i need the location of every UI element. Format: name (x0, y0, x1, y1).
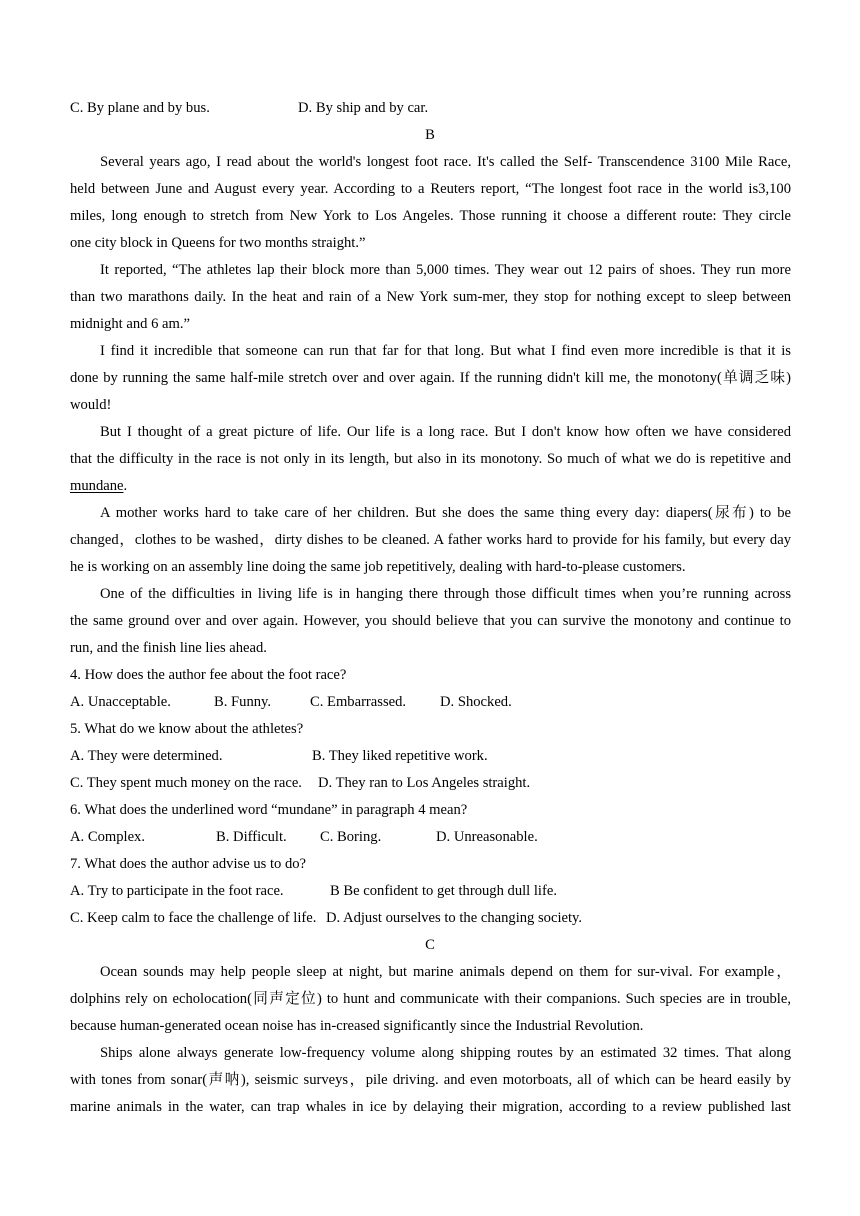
question-5-option-d: D. They ran to Los Angeles straight. (318, 775, 531, 791)
question-5-option-b: B. They liked repetitive work. (312, 748, 488, 764)
question-7-option-d: D. Adjust ourselves to the changing society. (326, 910, 583, 926)
paragraph-line: that the difficulty in the race is not only in its length, but also in its monotony. So much of what we do is repetitive and (70, 451, 791, 467)
passage-a-option-c: C. By plane and by bus. (70, 100, 210, 116)
question-4-option-d: D. Shocked. (440, 694, 512, 710)
paragraph-line: because human-generated ocean noise has in-creased significantly since the Industrial Revolution. (70, 1018, 644, 1034)
paragraph-line: than two marathons daily. In the heat and rain of a New York sum-mer, they stop for nothing except to sleep between (70, 289, 791, 305)
paragraph-line: changed，clothes to be washed，dirty dishes to be cleaned. A father works hard to provide for his family, but every day (70, 532, 791, 548)
question-7-option-b: B Be confident to get through dull life. (330, 883, 557, 899)
paragraph-line: would! (70, 397, 112, 413)
paragraph-line: run, and the finish line lies ahead. (70, 640, 267, 656)
paragraph-line: Several years ago, I read about the world's longest foot race. It's called the Self- Transcendence 3100 Mile Race, (100, 154, 791, 170)
question-4-option-a: A. Unacceptable. (70, 694, 171, 710)
paragraph-line: Ships alone always generate low-frequency volume along shipping routes by an estimated 32 times. That along (100, 1045, 791, 1061)
paragraph-line (70, 473, 127, 500)
paragraph-line: the same ground over and over again. However, you should believe that you can survive the monotony and continue to (70, 613, 791, 629)
question-6-option-c: C. Boring. (320, 829, 382, 845)
passage-a-option-d: D. By ship and by car. (298, 100, 429, 116)
paragraph-line: marine animals in the water, can trap whales in ice by delaying their migration, according to a review published last (70, 1099, 791, 1115)
paragraph-line: Ocean sounds may help people sleep at night, but marine animals depend on them for sur-vival. For example， (100, 964, 791, 980)
section-b-heading: B (425, 127, 435, 143)
question-5-stem: 5. What do we know about the athletes? (70, 721, 304, 737)
paragraph-line: done by running the same half-mile stretch over and over again. If the running didn't kill me, the monotony(单调乏味) (70, 370, 791, 386)
paragraph-line: held between June and August every year. According to a Reuters report, “The longest foot race in the world is3,100 (70, 181, 791, 197)
section-c-heading: C (425, 937, 435, 953)
paragraph-line: one city block in Queens for two months straight.” (70, 235, 366, 251)
paragraph-line: miles, long enough to stretch from New York to Los Angeles. Those running it choose a different route: They circle (70, 208, 791, 224)
paragraph-line: dolphins rely on echolocation(同声定位) to hunt and communicate with their companions. Such species are in trouble, (70, 991, 791, 1007)
question-6-option-a: A. Complex. (70, 829, 145, 845)
paragraph-line: midnight and 6 am.” (70, 316, 190, 332)
paragraph-line: he is working on an assembly line doing the same job repetitively, dealing with hard-to-please customers. (70, 559, 686, 575)
sentence-end: . (123, 478, 128, 494)
question-5-option-c: C. They spent much money on the race. (70, 775, 302, 791)
paragraph-line: A mother works hard to take care of her children. But she does the same thing every day: diapers(尿布) to be (100, 505, 791, 521)
paragraph-line: One of the difficulties in living life is in hanging there through those difficult times when you’re running across (100, 586, 791, 602)
question-7-stem: 7. What does the author advise us to do? (70, 856, 307, 872)
paragraph-line: It reported, “The athletes lap their block more than 5,000 times. They wear out 12 pairs of shoes. They run more (100, 262, 791, 278)
paragraph-line: But I thought of a great picture of life. Our life is a long race. But I don't know how often we have considered (100, 424, 791, 440)
question-6-option-b: B. Difficult. (216, 829, 287, 845)
question-7-option-a: A. Try to participate in the foot race. (70, 883, 284, 899)
question-4-stem: 4. How does the author fee about the foot race? (70, 667, 347, 683)
question-4-option-b: B. Funny. (214, 694, 272, 710)
question-5-option-a: A. They were determined. (70, 748, 223, 764)
paragraph-line: I find it incredible that someone can run that far for that long. But what I find even more incredible is that it is (100, 343, 791, 359)
question-4-option-c: C. Embarrassed. (310, 694, 407, 710)
question-6-option-d: D. Unreasonable. (436, 829, 538, 845)
question-7-option-c: C. Keep calm to face the challenge of life. (70, 910, 317, 926)
underlined-word-mundane: mundane (70, 478, 124, 494)
question-6-stem: 6. What does the underlined word “mundane” in paragraph 4 mean? (70, 802, 468, 818)
paragraph-line: with tones from sonar(声呐), seismic surveys，pile driving. and even motorboats, all of which can be heard easily by (70, 1072, 791, 1088)
